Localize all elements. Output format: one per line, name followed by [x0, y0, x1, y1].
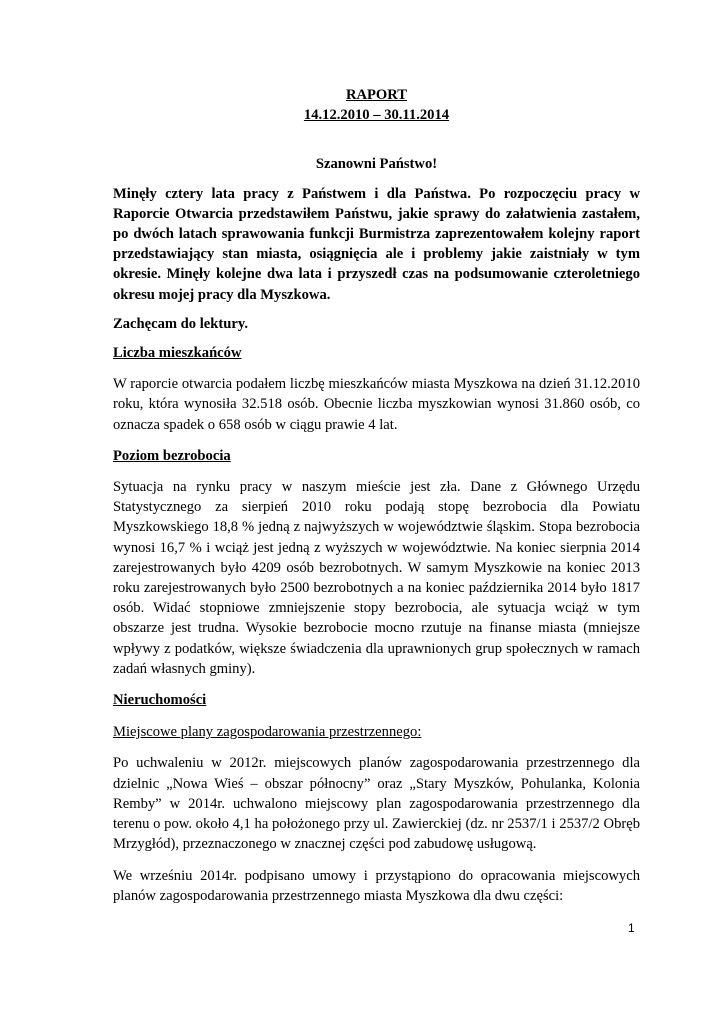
section-heading-unemployment: Poziom bezrobocia — [113, 447, 231, 464]
encouragement: Zachęcam do lektury. — [113, 315, 248, 332]
report-date-range: 14.12.2010 – 30.11.2014 — [303, 107, 450, 124]
population-paragraph: W raporcie otwarcia podałem liczbę mieszkańców miasta Myszkowa na dzień 31.12.2010 roku, która wynosiła 32.518 osób. Obecnie liczba myszkowian wynosi 31.860 osób, co oznacza spadek o 658 osób w ciągu prawie 4 lat. — [113, 376, 640, 433]
intro-paragraph: Minęły cztery lata pracy z Państwem i dla Państwa. Po rozpoczęciu pracy w Raporcie Otwarcia przedstawiłem Państwu, jakie sprawy do załatwienia zastałem, po dwóch latach sprawowania funkcji Burmistrza zaprezentowałem kolejny raport przedstawiający stan miasta, osiągnięcia ale i problemy jakie zaistniały w tym okresie. Minęły kolejne dwa lata i przyszedł czas na podsumowanie czteroletniego okresu mojej pracy dla Myszkowa. — [113, 185, 640, 303]
subheading-spatial-plans: Miejscowe plany zagospodarowania przestrzennego: — [113, 724, 422, 741]
section-heading-population: Liczba mieszkańców — [113, 345, 242, 362]
report-title: RAPORT — [345, 87, 408, 103]
unemployment-paragraph: Sytuacja na rynku pracy w naszym mieście jest zła. Dane z Głównego Urzędu Statystycznego za sierpień 2010 roku podają stopę bezrobocia dla Powiatu Myszkowskiego 18,8 % jedną z najwyższych w województwie śląskim. Stopa bezrobocia wynosi 16,7 % i wciąż jest jedną z wyższych w województwie. Na koniec sierpnia 2014 zarejestrowanych było 4209 osób bezrobotnych. W samym Myszkowie na koniec 2013 roku zarejestrowanych było 2500 bezrobotnych a na koniec października 2014 było 1817 osób. Widać stopniowe zmniejszenie stopy bezrobocia, ale sytuacja wciąż w tym obszarze jest trudna. Wysokie bezrobocie mocno rzutuje na finanse miasta (mniejsze wpływy z podatków, większe świadczenia dla uprawnionych grup społecznych w ramach zadań własnych gminy). — [113, 479, 640, 677]
real-estate-paragraph-2: We wrześniu 2014r. podpisano umowy i przystąpiono do opracowania miejscowych planów zagospodarowania przestrzennego miasta Myszkowa dla dwu części: — [113, 867, 640, 904]
greeting: Szanowni Państwo! — [315, 156, 438, 173]
section-heading-real-estate: Nieruchomości — [113, 692, 207, 709]
page-number: 1 — [628, 921, 635, 935]
real-estate-paragraph-1: Po uchwaleniu w 2012r. miejscowych planów zagospodarowania przestrzennego dla dzielnic „Nowa Wieś – obszar północny” oraz „Stary Myszków, Pohulanka, Kolonia Remby” w 2014r. uchwalono miejscowy plan zagospodarowania przestrzennego dla terenu o pow. około 4,1 ha położonego przy ul. Zawierckiej (dz. nr 2537/1 i 2537/2 Obręb Mrzygłód), przeznaczonego w znacznej części pod zabudowę usługową. — [113, 755, 640, 853]
document-page — [113, 85, 640, 906]
